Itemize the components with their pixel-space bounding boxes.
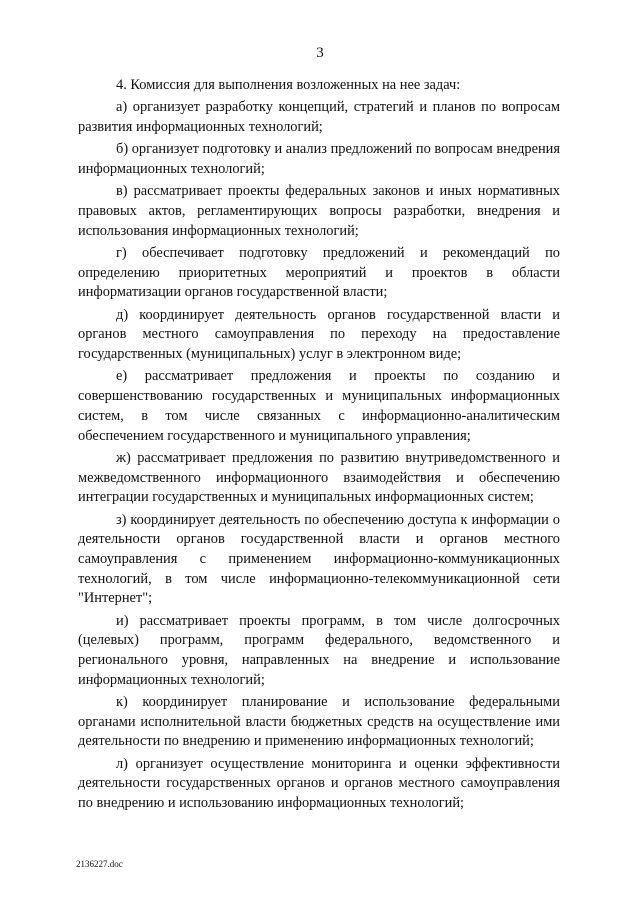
paragraph-item-z: з) координирует деятельность по обеспечению доступа к информации о деятельности органов государственной власти и органов местного самоуправления с применением информационно-коммуникационных технологий, в том числе информационно-телекоммуникационной сети "Интернет";	[78, 511, 560, 607]
paragraph-item-g: г) обеспечивает подготовку предложений и рекомендаций по определению приоритетных мероприятий и проектов в области информатизации органов государственной власти;	[78, 245, 560, 301]
paragraph-item-zh: ж) рассматривает предложения по развитию внутриведомственного и межведомственного информационного взаимодействия и обеспечению интеграции государственных и муниципальных информационных систем;	[78, 449, 560, 506]
paragraph-item-i: и) рассматривает проекты программ, в том числе долгосрочных (целевых) программ, программ федерального, ведомственного и регионального уровня, направленных на внедрение и использование информационных технологий;	[78, 612, 560, 688]
paragraph-item-v: в) рассматривает проекты федеральных законов и иных нормативных правовых актов, регламентирующих вопросы разработки, внедрения и использования информационных технологий;	[78, 183, 560, 239]
paragraph-item-e: е) рассматривает предложения и проекты по созданию и совершенствованию государственных и муниципальных информационных систем, в том числе связанных с информационно-аналитическим обеспечением государственного и муниципального управления;	[78, 368, 560, 444]
paragraph-item-k: к) координирует планирование и использование федеральными органами исполнительной власти бюджетных средств на осуществление ими деятельности по внедрению и применению информационных технологий;	[78, 694, 560, 750]
document-body	[78, 76, 560, 816]
paragraph-item-l: л) организует осуществление мониторинга и оценки эффективности деятельности государственных органов и органов местного самоуправления по внедрению и использованию информационных технологий;	[78, 755, 560, 812]
paragraph-item-b: б) организует подготовку и анализ предложений по вопросам внедрения информационных технологий;	[78, 141, 560, 177]
footer-document-code: 2136227.doc	[76, 859, 123, 869]
paragraph-item-a: а) организует разработку концепций, стратегий и планов по вопросам развития информационных технологий;	[78, 99, 560, 135]
paragraph-section-4: 4. Комиссия для выполнения возложенных на нее задач:	[116, 77, 461, 93]
paragraph-item-d: д) координирует деятельность органов государственной власти и органов местного самоуправления по переходу на предоставление государственных (муниципальных) услуг в электронном виде;	[78, 306, 560, 363]
page-number: 3	[316, 45, 324, 61]
